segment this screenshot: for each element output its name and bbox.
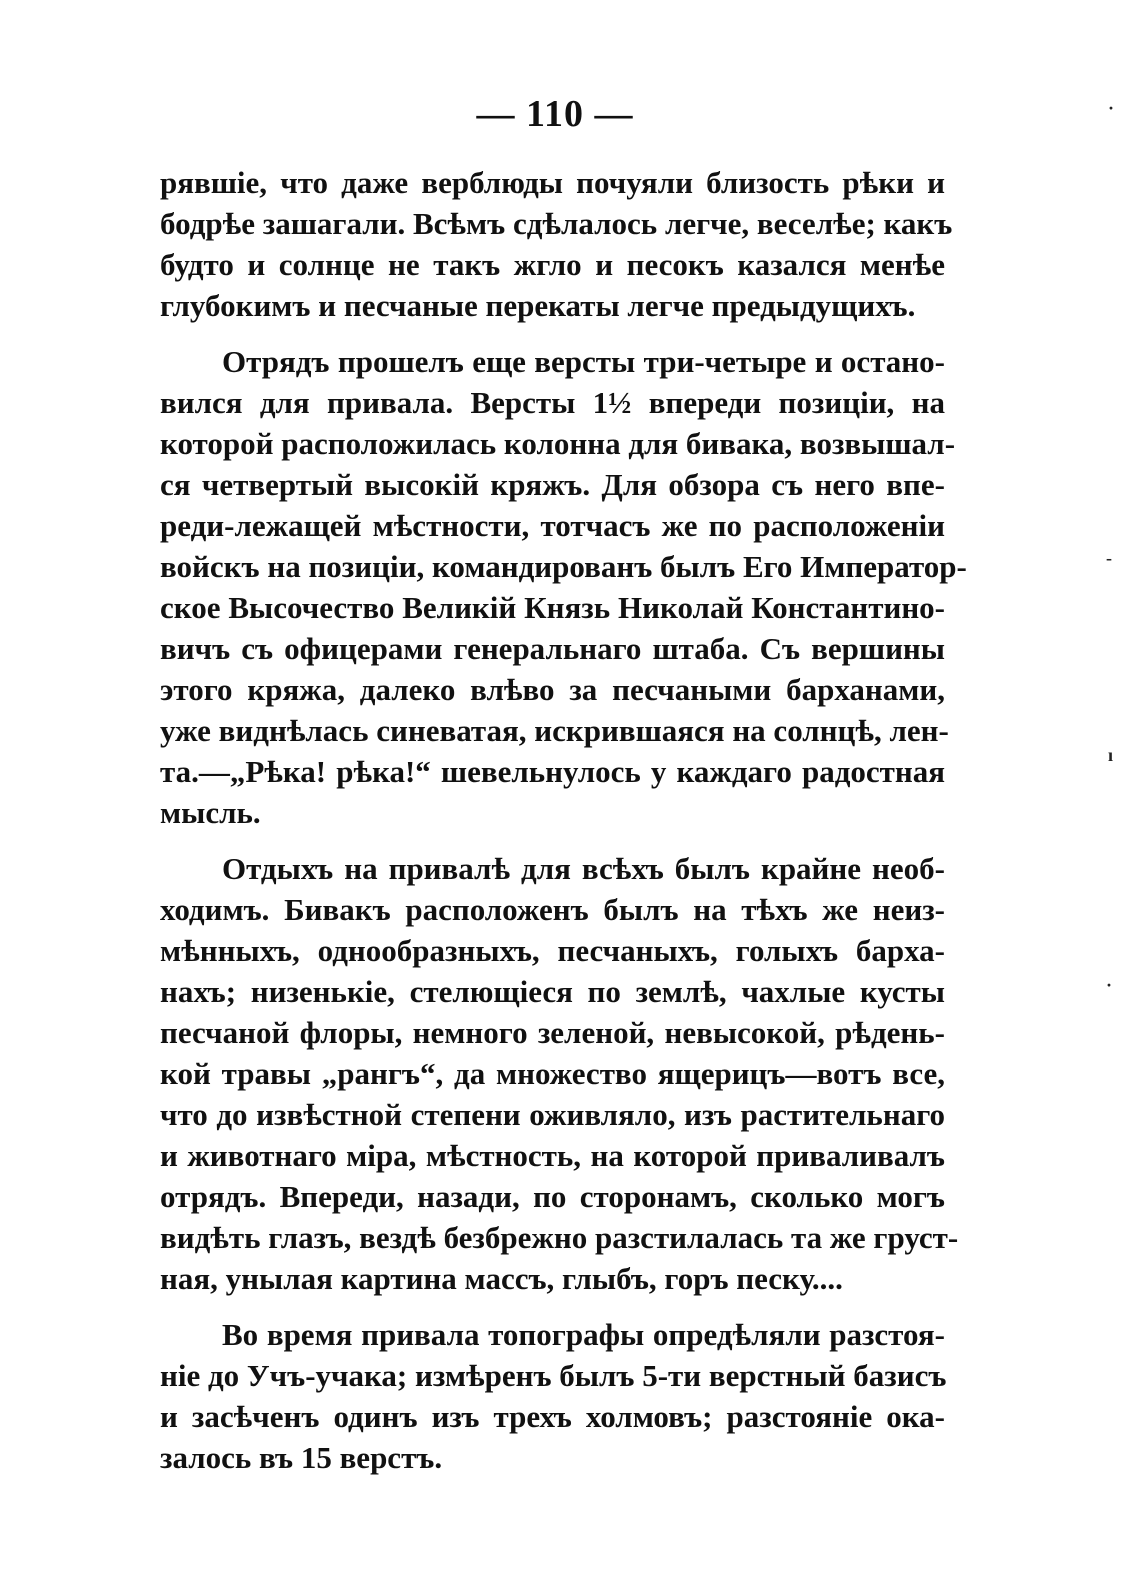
text-line: и животнаго міра, мѣстность, на которой приваливалъ bbox=[160, 1138, 945, 1173]
text-line: войскъ на позиціи, командированъ былъ Его Император- bbox=[160, 549, 967, 584]
text-line: глубокимъ и песчаные перекаты легче предыдущихъ. bbox=[160, 288, 916, 323]
page-number: — 110 — bbox=[476, 93, 634, 135]
text-line: вился для привала. Версты 1½ впереди позиціи, на bbox=[160, 385, 945, 420]
text-line: будто и солнце не такъ жгло и песокъ казался менѣе bbox=[160, 247, 945, 282]
text-line: песчаной флоры, немного зеленой, невысокой, рѣдень- bbox=[160, 1015, 945, 1050]
text-line: та.—„Рѣка! рѣка!“ шевельнулось у каждаго радостная bbox=[160, 754, 945, 789]
text-line: видѣть глазъ, вездѣ безбрежно разстилалась та же груст- bbox=[160, 1220, 959, 1255]
text-line: которой расположилась колонна для бивака, возвышал- bbox=[160, 426, 956, 461]
text-line: ское Высочество Великій Князь Николай Константино- bbox=[160, 590, 945, 625]
text-line: Во время привала топографы опредѣляли разстоя- bbox=[222, 1317, 945, 1352]
scan-speck-mark: · bbox=[1106, 975, 1113, 995]
scan-speck-mark: · bbox=[1108, 98, 1115, 118]
paragraph-4 bbox=[160, 1314, 945, 1478]
scan-speck-mark: ı bbox=[1108, 745, 1114, 765]
paragraph-2 bbox=[160, 341, 967, 833]
text-line: нахъ; низенькіе, стелющіеся по землѣ, чахлые кусты bbox=[160, 974, 945, 1009]
text-line: реди-лежащей мѣстности, тотчасъ же по расположеніи bbox=[160, 508, 945, 543]
text-line: ная, унылая картина массъ, глыбъ, горъ песку.... bbox=[160, 1261, 843, 1296]
text-line: этого кряжа, далеко влѣво за песчаными барханами, bbox=[160, 672, 945, 707]
text-line: Отдыхъ на привалѣ для всѣхъ былъ крайне необ- bbox=[222, 851, 945, 886]
text-line: ніе до Учъ-учака; измѣренъ былъ 5-ти верстный базисъ bbox=[160, 1358, 947, 1393]
text-line: и засѣченъ одинъ изъ трехъ холмовъ; разстояніе ока- bbox=[160, 1399, 945, 1434]
scan-speck-mark: ‑ bbox=[1106, 548, 1112, 568]
text-line: отрядъ. Впереди, назади, по сторонамъ, сколько могъ bbox=[160, 1179, 945, 1214]
text-line: уже виднѣлась синеватая, искрившаяся на солнцѣ, лен- bbox=[160, 713, 949, 748]
text-line: что до извѣстной степени оживляло, изъ растительнаго bbox=[160, 1097, 945, 1132]
text-line: ходимъ. Бивакъ расположенъ былъ на тѣхъ же неиз- bbox=[160, 892, 945, 927]
text-line: ся четвертый высокій кряжъ. Для обзора съ него впе- bbox=[160, 467, 945, 502]
text-body bbox=[160, 162, 967, 1493]
paragraph-1 bbox=[160, 162, 953, 326]
text-line: бодрѣе зашагали. Всѣмъ сдѣлалось легче, веселѣе; какъ bbox=[160, 206, 953, 241]
paragraph-3 bbox=[160, 848, 959, 1299]
text-line: Отрядъ прошелъ еще версты три-четыре и остано- bbox=[222, 344, 945, 379]
text-line: мѣнныхъ, однообразныхъ, песчаныхъ, голыхъ барха- bbox=[160, 933, 945, 968]
text-line: рявшіе, что даже верблюды почуяли близость рѣки и bbox=[160, 165, 945, 200]
text-line: кой травы „рангъ“, да множество ящерицъ—вотъ все, bbox=[160, 1056, 945, 1091]
text-line: мысль. bbox=[160, 795, 261, 830]
text-line: залось въ 15 верстъ. bbox=[160, 1440, 443, 1475]
text-line: вичъ съ офицерами генеральнаго штаба. Съ вершины bbox=[160, 631, 945, 666]
